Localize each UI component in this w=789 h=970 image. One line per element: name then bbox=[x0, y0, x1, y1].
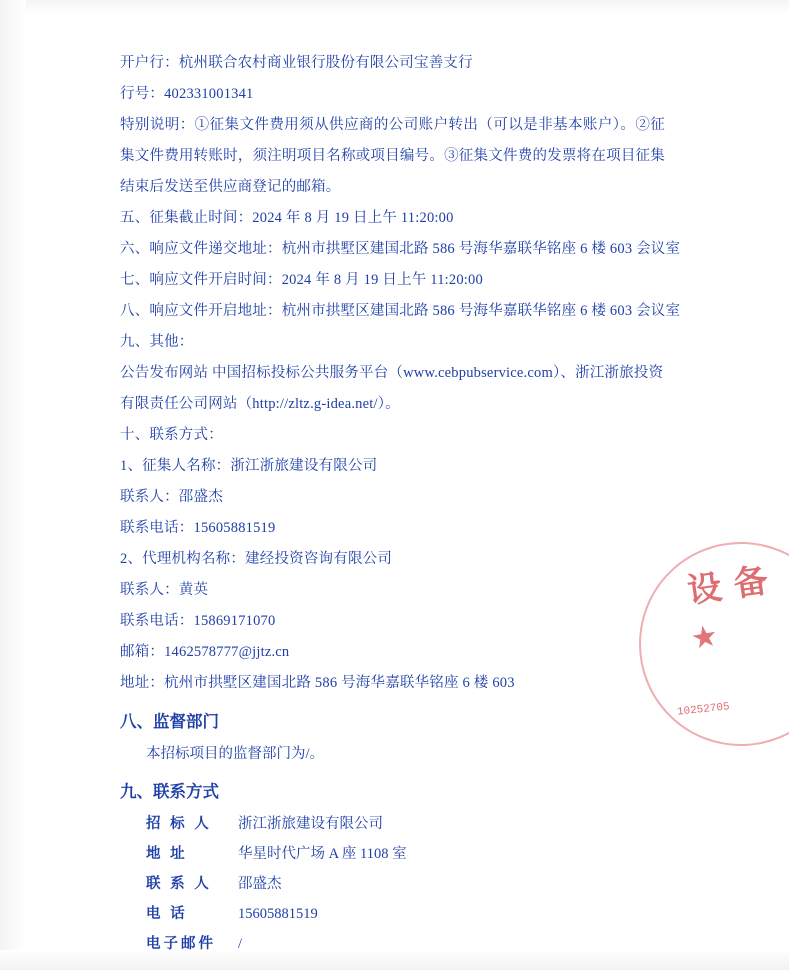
contact-row bbox=[120, 899, 680, 929]
item-seven-opening-time: 七、响应文件开启时间：2024 年 8 月 19 日上午 11:20:00 bbox=[120, 272, 483, 288]
contact-row-label: 招 标 人 bbox=[146, 816, 212, 832]
collector-name-line: 1、征集人名称：浙江浙旅建设有限公司 bbox=[120, 458, 378, 474]
section-eight-heading: 八、监督部门 bbox=[120, 713, 219, 731]
page-edge-top bbox=[0, 0, 789, 14]
contact-row-value: 15605881519 bbox=[238, 906, 318, 922]
item-five-deadline: 五、征集截止时间：2024 年 8 月 19 日上午 11:20:00 bbox=[120, 210, 454, 226]
contact-row-label: 电 话 bbox=[146, 906, 188, 922]
collector-contact-line: 联系人：邵盛杰 bbox=[120, 489, 223, 505]
agency-phone-line: 联系电话：15869171070 bbox=[120, 613, 276, 629]
contact-row-label: 联 系 人 bbox=[146, 876, 212, 892]
contact-row-label: 电子邮件 bbox=[146, 936, 216, 952]
contact-row bbox=[120, 929, 680, 959]
contact-row-value: 浙江浙旅建设有限公司 bbox=[238, 816, 383, 832]
agency-email-line: 邮箱：1462578777@jjtz.cn bbox=[120, 644, 290, 660]
bank-code-line: 行号：402331001341 bbox=[120, 86, 254, 102]
contact-row-value: 邵盛杰 bbox=[238, 876, 282, 892]
section-eight-body: 本招标项目的监督部门为/。 bbox=[146, 746, 325, 762]
collector-phone-line: 联系电话：15605881519 bbox=[120, 520, 276, 536]
item-eight-opening-address: 八、响应文件开启地址：杭州市拱墅区建国北路 586 号海华嘉联华铭座 6 楼 603 会议室 bbox=[120, 303, 681, 319]
seal-text: 设 备 bbox=[685, 562, 773, 611]
contact-row bbox=[120, 809, 680, 839]
agency-address-line: 地址：杭州市拱墅区建国北路 586 号海华嘉联华铭座 6 楼 603 bbox=[120, 675, 515, 691]
special-note-paragraph: 特别说明：①征集文件费用须从供应商的公司账户转出（可以是非基本账户）。②征集文件费用转账时，须注明项目名称或项目编号。③征集文件费的发票将在项目征集结束后发送至供应商登记的邮箱。 bbox=[120, 117, 665, 195]
seal-star-icon: ★ bbox=[688, 618, 721, 657]
contact-row-value: / bbox=[238, 936, 243, 952]
item-six-submission-address: 六、响应文件递交地址：杭州市拱墅区建国北路 586 号海华嘉联华铭座 6 楼 603 会议室 bbox=[120, 241, 681, 257]
agency-name-line: 2、代理机构名称：建经投资咨询有限公司 bbox=[120, 551, 393, 567]
contact-row-value: 华星时代广场 A 座 1108 室 bbox=[238, 846, 407, 862]
bank-line: 开户行：杭州联合农村商业银行股份有限公司宝善支行 bbox=[120, 55, 473, 71]
page-edge-left bbox=[0, 0, 26, 970]
contact-row bbox=[120, 839, 680, 869]
item-nine-other: 九、其他： bbox=[120, 334, 194, 350]
item-ten-contact: 十、联系方式： bbox=[120, 427, 223, 443]
contact-row bbox=[120, 869, 680, 899]
publication-website-paragraph: 公告发布网站 中国招标投标公共服务平台（www.cebpubservice.com）、浙江浙旅投资有限责任公司网站（http://zltz.g-idea.net/）。 bbox=[120, 365, 664, 412]
seal-number: 10252705 bbox=[676, 701, 731, 719]
contact-row-label: 地 址 bbox=[146, 846, 188, 862]
section-nine-heading: 九、联系方式 bbox=[120, 783, 219, 801]
document-body bbox=[120, 48, 680, 959]
agency-contact-line: 联系人：黄英 bbox=[120, 582, 209, 598]
red-seal-stamp bbox=[677, 548, 787, 738]
